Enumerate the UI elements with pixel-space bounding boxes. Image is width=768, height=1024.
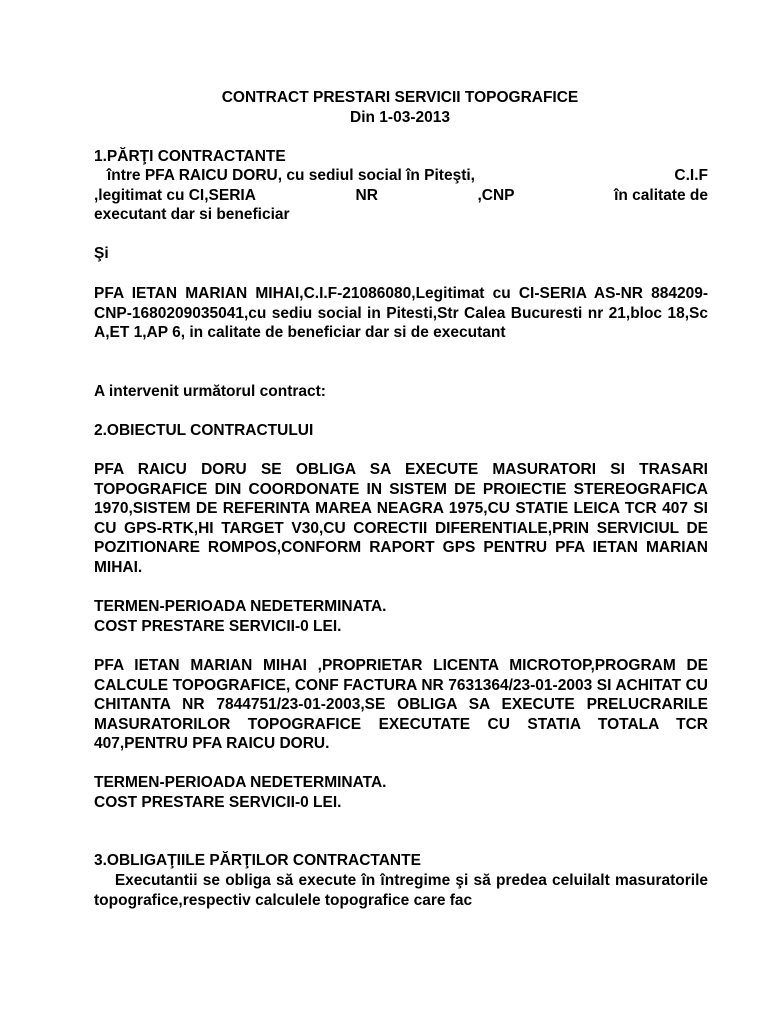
and-word: Şi [94,245,109,262]
section-2-cost-2: COST PRESTARE SERVICII-0 LEI. [94,794,342,811]
party1-name-text: între PFA RAICU DORU, cu sediul social în Piteşti, [94,167,475,184]
contract-title: CONTRACT PRESTARI SERVICII TOPOGRAFICE [221,89,579,106]
party1-line2 [94,186,708,206]
party1-id-label: ,legitimat cu CI,SERIA [94,187,256,204]
section-2-term-1: TERMEN-PERIOADA NEDETERMINATA. [94,598,387,615]
section-1-heading: 1.PĂRŢI CONTRACTANTE [94,148,286,165]
section-2-paragraph-1: PFA RAICU DORU SE OBLIGA SA EXECUTE MASURATORI SI TRASARI TOPOGRAFICE DIN COORDONATE IN SISTEM DE PROIECTIE STEREOGRAFICA 1970,SISTEM DE REFERINTA MAREA NEAGRA 1975,CU STATIE LEICA TCR 407 SI CU GPS-RTK,HI TARGET V30,CU CORECTII DIFERENTIALE,PRIN SERVICIUL DE POZITIONARE ROMPOS,CONFORM RAPORT GPS PENTRU PFA IETAN MARIAN MIHAI. [94,461,708,576]
party1-nr-label: NR [355,187,378,204]
section-2-term-2: TERMEN-PERIOADA NEDETERMINATA. [94,774,387,791]
party1-cif-label: C.I.F [674,167,708,184]
contract-intervened-line: A intervenit următorul contract: [94,383,326,400]
section-3-paragraph-1: Executantii se obliga să execute în întregime şi să predea celuilalt masuratorile topografice,respectiv calculele topografice care fac [94,872,713,909]
party1-role-text: în calitate de [614,187,708,204]
section-2-heading: 2.OBIECTUL CONTRACTULUI [94,422,314,439]
contract-date: Din 1-03-2013 [350,109,450,126]
section-3-heading: 3.OBLIGAŢIILE PĂRŢILOR CONTRACTANTE [94,852,421,869]
party1-line1 [94,166,708,186]
party1-cnp-label: ,CNP [477,187,515,204]
party1-line3: executant dar si beneficiar [94,206,290,223]
section-2-cost-1: COST PRESTARE SERVICII-0 LEI. [94,618,342,635]
party2-paragraph: PFA IETAN MARIAN MIHAI,C.I.F-21086080,Legitimat cu CI-SERIA AS-NR 884209-CNP-1680209035041,cu sediu social in Pitesti,Str Calea Bucuresti nr 21,bloc 18,Sc A,ET 1,AP 6, in calitate de beneficiar dar si de executant [94,285,708,341]
section-2-paragraph-2: PFA IETAN MARIAN MIHAI ,PROPRIETAR LICENTA MICROTOP,PROGRAM DE CALCULE TOPOGRAFICE, CONF FACTURA NR 7631364/23-01-2003 SI ACHITAT CU CHITANTA NR 7844751/23-01-2003,SE OBLIGA SA EXECUTE PRELUCRARILE MASURATORILOR TOPOGRAFICE EXECUTATE CU STATIA TOTALA TCR 407,PENTRU PFA RAICU DORU. [94,657,708,752]
